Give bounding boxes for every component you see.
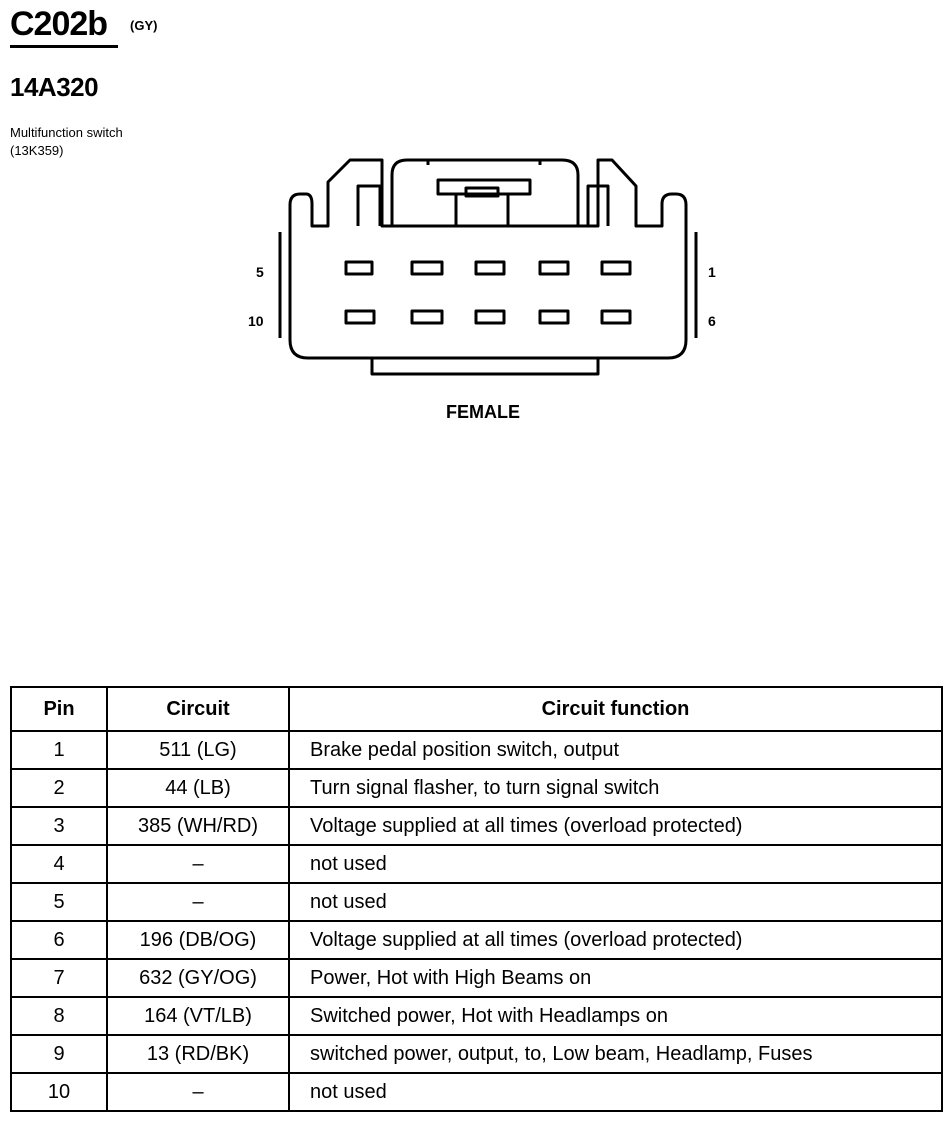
row-circuit: –: [107, 845, 289, 883]
pin-cavity-4: [412, 262, 442, 274]
row-pin: 1: [11, 731, 107, 769]
pin-cavity-2: [540, 262, 568, 274]
connector-face-diagram: [0, 0, 952, 440]
table-row: [11, 921, 942, 959]
row-pin: 4: [11, 845, 107, 883]
row-pin: 10: [11, 1073, 107, 1111]
row-function: Brake pedal position switch, output: [289, 731, 942, 769]
pin-label-bottom-left: 10: [248, 313, 264, 329]
connector-bottom-key: [372, 358, 598, 374]
pin-cavity-6: [602, 311, 630, 323]
connector-code: C202b: [10, 5, 108, 43]
pin-cavity-3: [476, 262, 504, 274]
pin-label-top-left: 5: [256, 264, 264, 280]
row-circuit: –: [107, 883, 289, 921]
row-pin: 6: [11, 921, 107, 959]
connector-gender: FEMALE: [446, 402, 520, 422]
pinout-header-row: [11, 687, 942, 731]
row-circuit: 511 (LG): [107, 731, 289, 769]
pin-cavity-1: [602, 262, 630, 274]
table-row: [11, 807, 942, 845]
row-circuit: 385 (WH/RD): [107, 807, 289, 845]
row-circuit: 164 (VT/LB): [107, 997, 289, 1035]
connector-latch-lock: [456, 194, 508, 226]
table-row: [11, 1035, 942, 1073]
table-row: [11, 769, 942, 807]
row-function: not used: [289, 883, 942, 921]
table-row: [11, 845, 942, 883]
row-pin: 7: [11, 959, 107, 997]
connector-latch-tab: [466, 188, 498, 196]
row-circuit: 44 (LB): [107, 769, 289, 807]
row-function: Turn signal flasher, to turn signal switch: [289, 769, 942, 807]
row-pin: 2: [11, 769, 107, 807]
row-function: Switched power, Hot with Headlamps on: [289, 997, 942, 1035]
row-circuit: 196 (DB/OG): [107, 921, 289, 959]
connector-body-outline: [290, 160, 686, 358]
table-row: [11, 959, 942, 997]
table-row: [11, 997, 942, 1035]
row-function: Voltage supplied at all times (overload protected): [289, 807, 942, 845]
pin-cavity-8: [476, 311, 504, 323]
pinout-table: [10, 686, 943, 1112]
pin-cavity-5: [346, 262, 372, 274]
row-function: Voltage supplied at all times (overload protected): [289, 921, 942, 959]
row-pin: 3: [11, 807, 107, 845]
row-function: not used: [289, 845, 942, 883]
row-circuit: 13 (RD/BK): [107, 1035, 289, 1073]
row-circuit: –: [107, 1073, 289, 1111]
pin-cavity-10: [346, 311, 374, 323]
part-description-number: (13K359): [10, 143, 64, 158]
row-pin: 9: [11, 1035, 107, 1073]
row-circuit: 632 (GY/OG): [107, 959, 289, 997]
part-number: 14A320: [10, 72, 99, 102]
pin-label-top-right: 1: [708, 264, 716, 280]
header-circuit-function: Circuit function: [289, 687, 942, 731]
part-description-name: Multifunction switch: [10, 125, 123, 140]
table-row: [11, 883, 942, 921]
row-function: not used: [289, 1073, 942, 1111]
header-circuit: Circuit: [107, 687, 289, 731]
connector-left-guide: [358, 186, 380, 226]
pin-cavity-9: [412, 311, 442, 323]
pin-cavity-7: [540, 311, 568, 323]
row-function: Power, Hot with High Beams on: [289, 959, 942, 997]
header-pin: Pin: [11, 687, 107, 731]
row-pin: 5: [11, 883, 107, 921]
row-pin: 8: [11, 997, 107, 1035]
table-row: [11, 1073, 942, 1111]
table-row: [11, 731, 942, 769]
row-function: switched power, output, to, Low beam, Headlamp, Fuses: [289, 1035, 942, 1073]
connector-color-code: (GY): [130, 18, 158, 33]
pin-label-bottom-right: 6: [708, 313, 716, 329]
